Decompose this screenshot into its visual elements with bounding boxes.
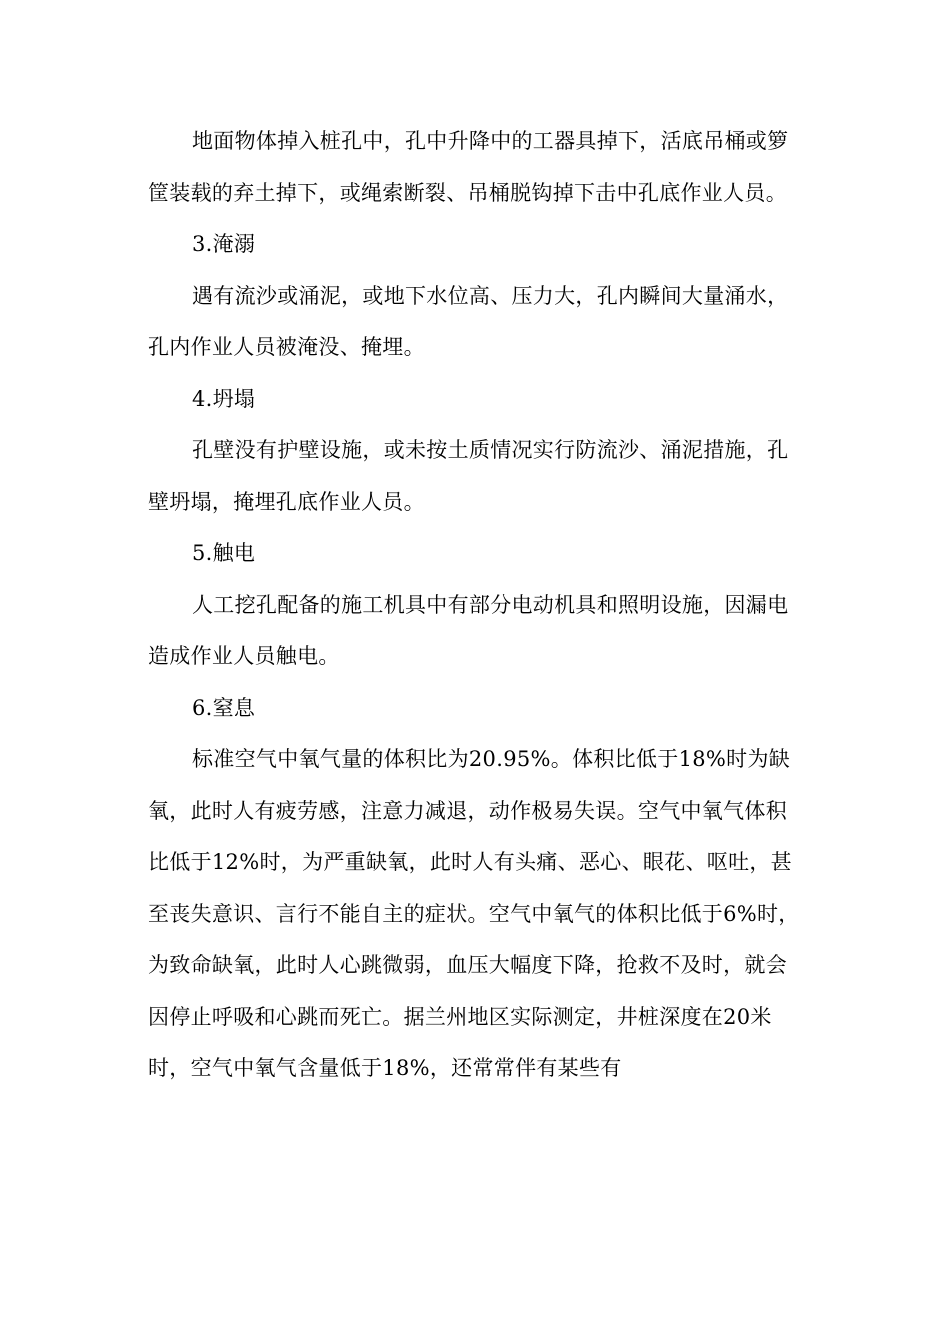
heading-drowning: 3.淹溺 xyxy=(192,232,256,256)
paragraph-electric-shock: 人工挖孔配备的施工机具中有部分电动机具和照明设施，因漏电造成作业人员触电。 xyxy=(148,592,789,668)
heading-suffocation: 6.窒息 xyxy=(192,695,256,720)
paragraph-collapse: 孔壁没有护壁设施，或未按土质情况实行防流沙、涌泥措施，孔壁坍塌，掩埋孔底作业人员。 xyxy=(148,438,789,514)
paragraph-drowning: 遇有流沙或涌泥，或地下水位高、压力大，孔内瞬间大量涌水，孔内作业人员被淹没、掩埋。 xyxy=(148,283,789,359)
document-body xyxy=(148,116,803,1095)
heading-collapse: 4.坍塌 xyxy=(192,386,256,411)
heading-electric-shock: 5.触电 xyxy=(192,541,256,565)
paragraph-falling-objects: 地面物体掉入桩孔中，孔中升降中的工器具掉下，活底吊桶或箩筐装载的弃土掉下，或绳索断裂、吊桶脱钩掉下击中孔底作业人员。 xyxy=(148,129,789,205)
paragraph-suffocation: 标准空气中氧气量的体积比为20.95%。体积比低于18%时为缺氧，此时人有疲劳感，注意力减退，动作极易失误。空气中氧气体积比低于12%时，为严重缺氧，此时人有头痛、恶心、眼花、呕吐，甚至丧失意识、言行不能自主的症状。空气中氧气的体积比低于6%时，为致命缺氧，此时人心跳微弱，血压大幅度下降，抢救不及时，就会因停止呼吸和心跳而死亡。据兰州地区实际测定，井桩深度在20米时，空气中氧气含量低于18%，还常常伴有某些有 xyxy=(148,747,800,1080)
